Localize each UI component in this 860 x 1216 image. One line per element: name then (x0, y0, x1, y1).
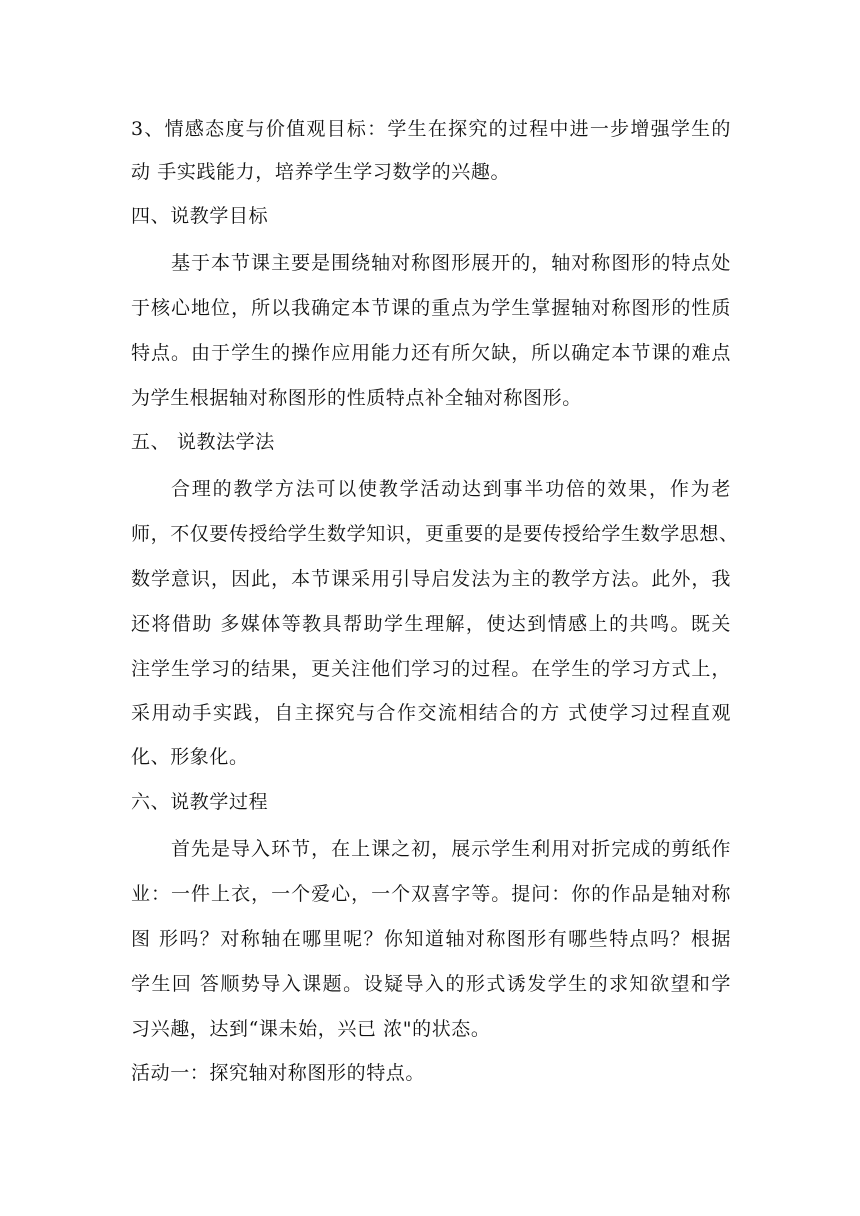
section-heading: 四、说教学目标 (131, 205, 269, 227)
text-line: 学生回 答顺势导入课题。设疑导入的形式诱发学生的求知欲望和学 (131, 973, 731, 995)
text-line: 师，不仅要传授给学生数学知识，更重要的是要传授给学生数学思想、 (131, 523, 739, 545)
text-line: 图 形吗？对称轴在哪里呢？你知道轴对称图形有哪些特点吗？根据 (131, 928, 731, 950)
text-line: 合理的教学方法可以使教学活动达到事半功倍的效果，作为老 (171, 478, 731, 500)
text-line: 首先是导入环节，在上课之初，展示学生利用对折完成的剪纸作 (171, 838, 731, 860)
section-heading: 五、 说教法学法 (131, 431, 275, 453)
text-line: 为学生根据轴对称图形的性质特点补全轴对称图形。 (131, 387, 582, 409)
section-heading: 六、说教学过程 (131, 791, 269, 813)
text-line: 业：一件上衣，一个爱心，一个双喜字等。提问：你的作品是轴对称 (131, 883, 731, 905)
text-line: 活动一：探究轴对称图形的特点。 (131, 1062, 426, 1084)
text-line: 还将借助 多媒体等教具帮助学生理解，使达到情感上的共鸣。既关 (131, 613, 731, 635)
text-line: 动 手实践能力，培养学生学习数学的兴趣。 (131, 161, 511, 183)
text-line: 特点。由于学生的操作应用能力还有所欠缺，所以确定本节课的难点 (131, 342, 731, 364)
text-line: 3、情感态度与价值观目标：学生在探究的过程中进一步增强学生的 (131, 118, 731, 140)
text-line: 采用动手实践，自主探究与合作交流相结合的方 式使学习过程直观 (131, 702, 731, 724)
text-line: 于核心地位，所以我确定本节课的重点为学生掌握轴对称图形的性质 (131, 297, 731, 319)
text-line: 基于本节课主要是围绕轴对称图形展开的，轴对称图形的特点处 (171, 252, 731, 274)
text-line: 习兴趣，达到“课未始，兴已 浓"的状态。 (131, 1018, 491, 1040)
text-line: 化、形象化。 (131, 746, 249, 768)
text-line: 注学生学习的结果，更关注他们学习的过程。在学生的学习方式上， (131, 658, 731, 680)
text-line: 数学意识，因此，本节课采用引导启发法为主的教学方法。此外，我 (131, 568, 731, 590)
